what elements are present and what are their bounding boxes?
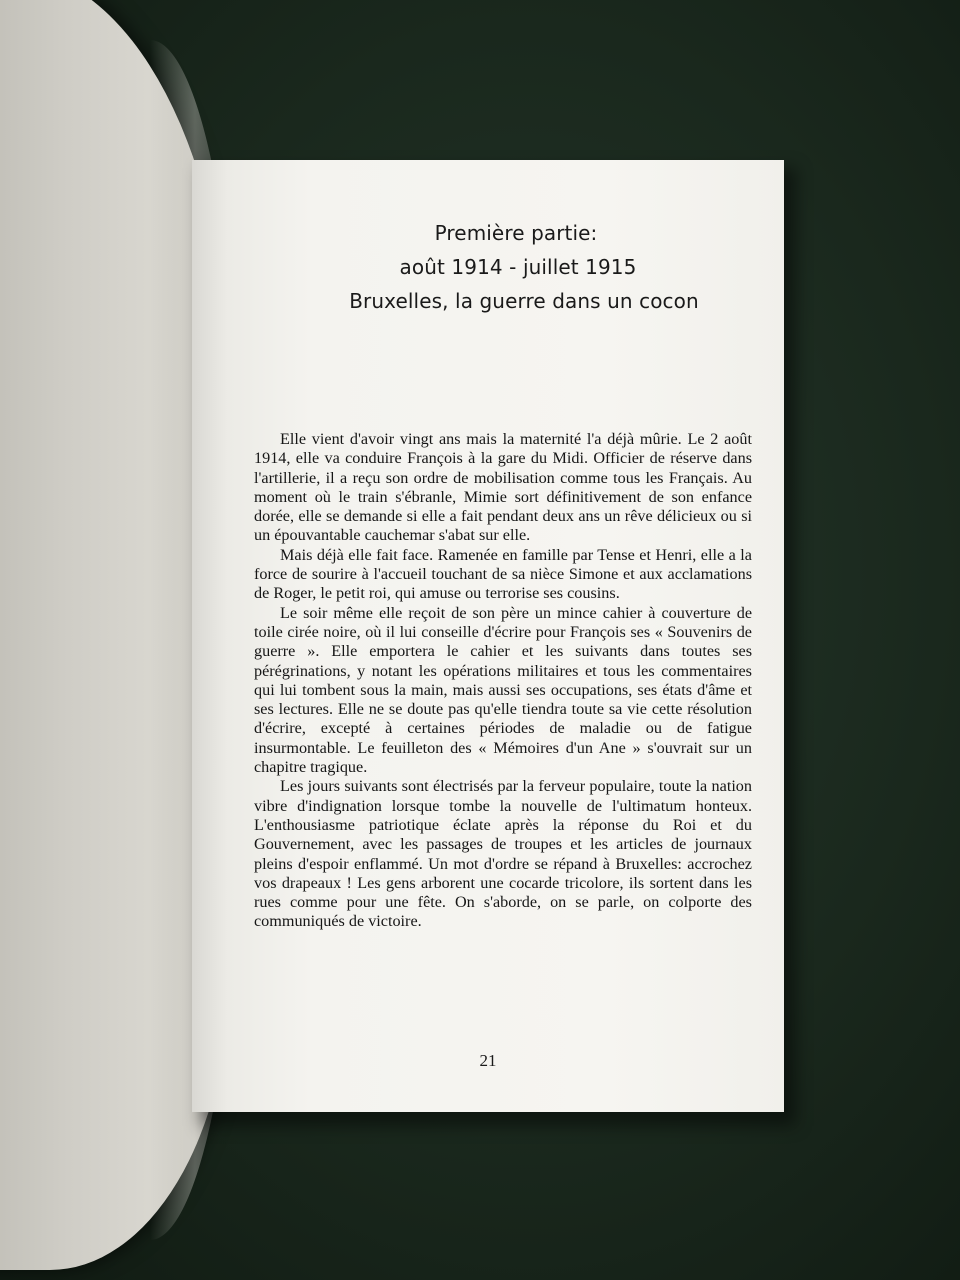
part-date-range: août 1914 - juillet 1915 (399, 255, 637, 279)
paragraph: Mais déjà elle fait face. Ramenée en famille par Tense et Henri, elle a la force de sourire à l'accueil touchant de sa nièce Simone et aux acclamations de Roger, le petit roi, qui amuse ou terrorise ses cousins. (254, 545, 752, 603)
paragraph: Les jours suivants sont électrisés par la ferveur populaire, toute la nation vibre d'indignation lorsque tombe la nouvelle de l'ultimatum honteux. L'enthousiasme patriotique éclate après la réponse du Roi et du Gouvernement, avec les passages de troupes et les articles de journaux pleins d'espoir enflammé. Un mot d'ordre se répand à Bruxelles: accrochez vos drapeaux ! Les gens arborent une cocarde tricolore, ils sortent dans les rues comme pour une fête. On s'aborde, on se parle, on colporte des communiqués de victoire. (254, 777, 752, 931)
right-page (192, 160, 784, 1112)
paragraph: Elle vient d'avoir vingt ans mais la maternité l'a déjà mûrie. Le 2 août 1914, elle va conduire François à la gare du Midi. Officier de réserve dans l'artillerie, il a reçu son ordre de mobilisation comme tous les Français. Au moment où le train s'ébranle, Mimie sort définitivement de son enfance dorée, elle se demande si elle a fait pendant deux ans un rêve délicieux ou si un épouvantable cauchemar s'abat sur elle. (254, 430, 752, 545)
paragraph: Le soir même elle reçoit de son père un mince cahier à couverture de toile cirée noire, où il lui conseille d'écrire pour François ses « Souvenirs de guerre ». Elle emportera le cahier et les suivants dans toutes ses pérégrinations, y notant les opérations militaires et tous les commentaires qui lui tombent sous la main, mais aussi ses occupations, ses états d'âme et ses lectures. Elle ne se doute pas qu'elle tiendra toute sa vie cette résolution d'écrire, excepté à certaines périodes de maladie ou de fatigue insurmontable. Le feuilleton des « Mémoires d'un Ane » s'ouvrait sur un chapitre tragique. (254, 603, 752, 777)
body-text (254, 430, 752, 932)
page-number: 21 (479, 1051, 497, 1070)
part-title: Première partie: (434, 221, 598, 245)
part-subtitle: Bruxelles, la guerre dans un cocon (349, 289, 699, 313)
